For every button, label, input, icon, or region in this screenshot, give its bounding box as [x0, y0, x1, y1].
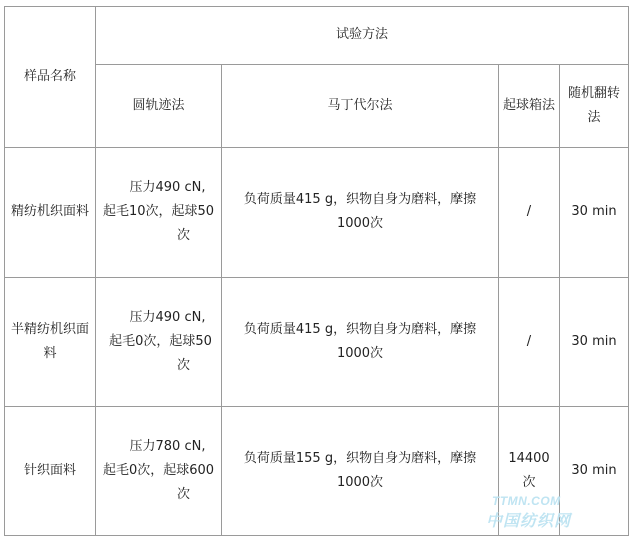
circular-cell: [96, 277, 222, 406]
header-random-line: 法: [587, 109, 601, 125]
cell-line: 压力780 cN,: [129, 438, 206, 454]
martindale-cell: [222, 277, 499, 406]
header-random-line: 随机翻转: [568, 85, 621, 101]
random-cell: 30 min: [560, 406, 629, 535]
cell-line: 次: [176, 228, 190, 244]
cell-line: 次: [176, 357, 190, 373]
watermark-line: 中国纺织网: [486, 513, 572, 530]
sample-name-cell: 针织面料: [5, 406, 96, 535]
cell-line: 负荷质量155 g，织物自身为磨料，摩擦: [243, 450, 477, 466]
random-cell: 30 min: [560, 277, 629, 406]
box-cell: [499, 406, 560, 535]
cell-line: 负荷质量415 g，织物自身为磨料，摩擦: [243, 192, 477, 208]
cell-line: 1000次: [336, 216, 384, 232]
circular-cell: [96, 148, 222, 277]
cell-line: 料: [43, 345, 57, 361]
sample-name-cell: 精纺机织面料: [5, 148, 96, 277]
header-circular-method: 圆轨迹法: [96, 64, 222, 148]
header-box-method: 起球箱法: [499, 64, 560, 148]
header-random-tumble-method: [560, 64, 629, 148]
cell-line: 1000次: [336, 474, 384, 490]
martindale-cell: [222, 406, 499, 535]
cell-line: 半精纺机织面: [10, 321, 89, 337]
sample-name-cell: [5, 277, 96, 406]
cell-line: 压力490 cN,: [129, 309, 206, 325]
header-martindale-method: 马丁代尔法: [222, 64, 499, 148]
table-row: [5, 277, 629, 406]
box-cell: /: [499, 277, 560, 406]
cell-line: 起毛10次，起球50: [102, 204, 215, 220]
table-row: [5, 148, 629, 277]
pilling-test-methods-table: [4, 6, 629, 536]
cell-line: 14400: [508, 450, 550, 466]
random-cell: 30 min: [560, 148, 629, 277]
cell-line: 起毛0次，起球50: [109, 333, 212, 349]
header-test-method: 试验方法: [96, 7, 629, 65]
cell-line: 起毛0次，起球600: [102, 462, 215, 478]
cell-line: 负荷质量415 g，织物自身为磨料，摩擦: [243, 321, 477, 337]
cell-line: 次: [522, 474, 536, 490]
cell-line: 1000次: [336, 345, 384, 361]
cell-line: 压力490 cN,: [129, 180, 206, 196]
martindale-cell: [222, 148, 499, 277]
header-row-methods: [5, 64, 629, 148]
watermark-line: TTMN.COM: [492, 494, 561, 508]
table-row: [5, 406, 629, 535]
cell-line: 次: [176, 486, 190, 502]
box-cell: /: [499, 148, 560, 277]
header-sample-name: 样品名称: [5, 7, 96, 148]
circular-cell: [96, 406, 222, 535]
header-row-top: [5, 7, 629, 65]
